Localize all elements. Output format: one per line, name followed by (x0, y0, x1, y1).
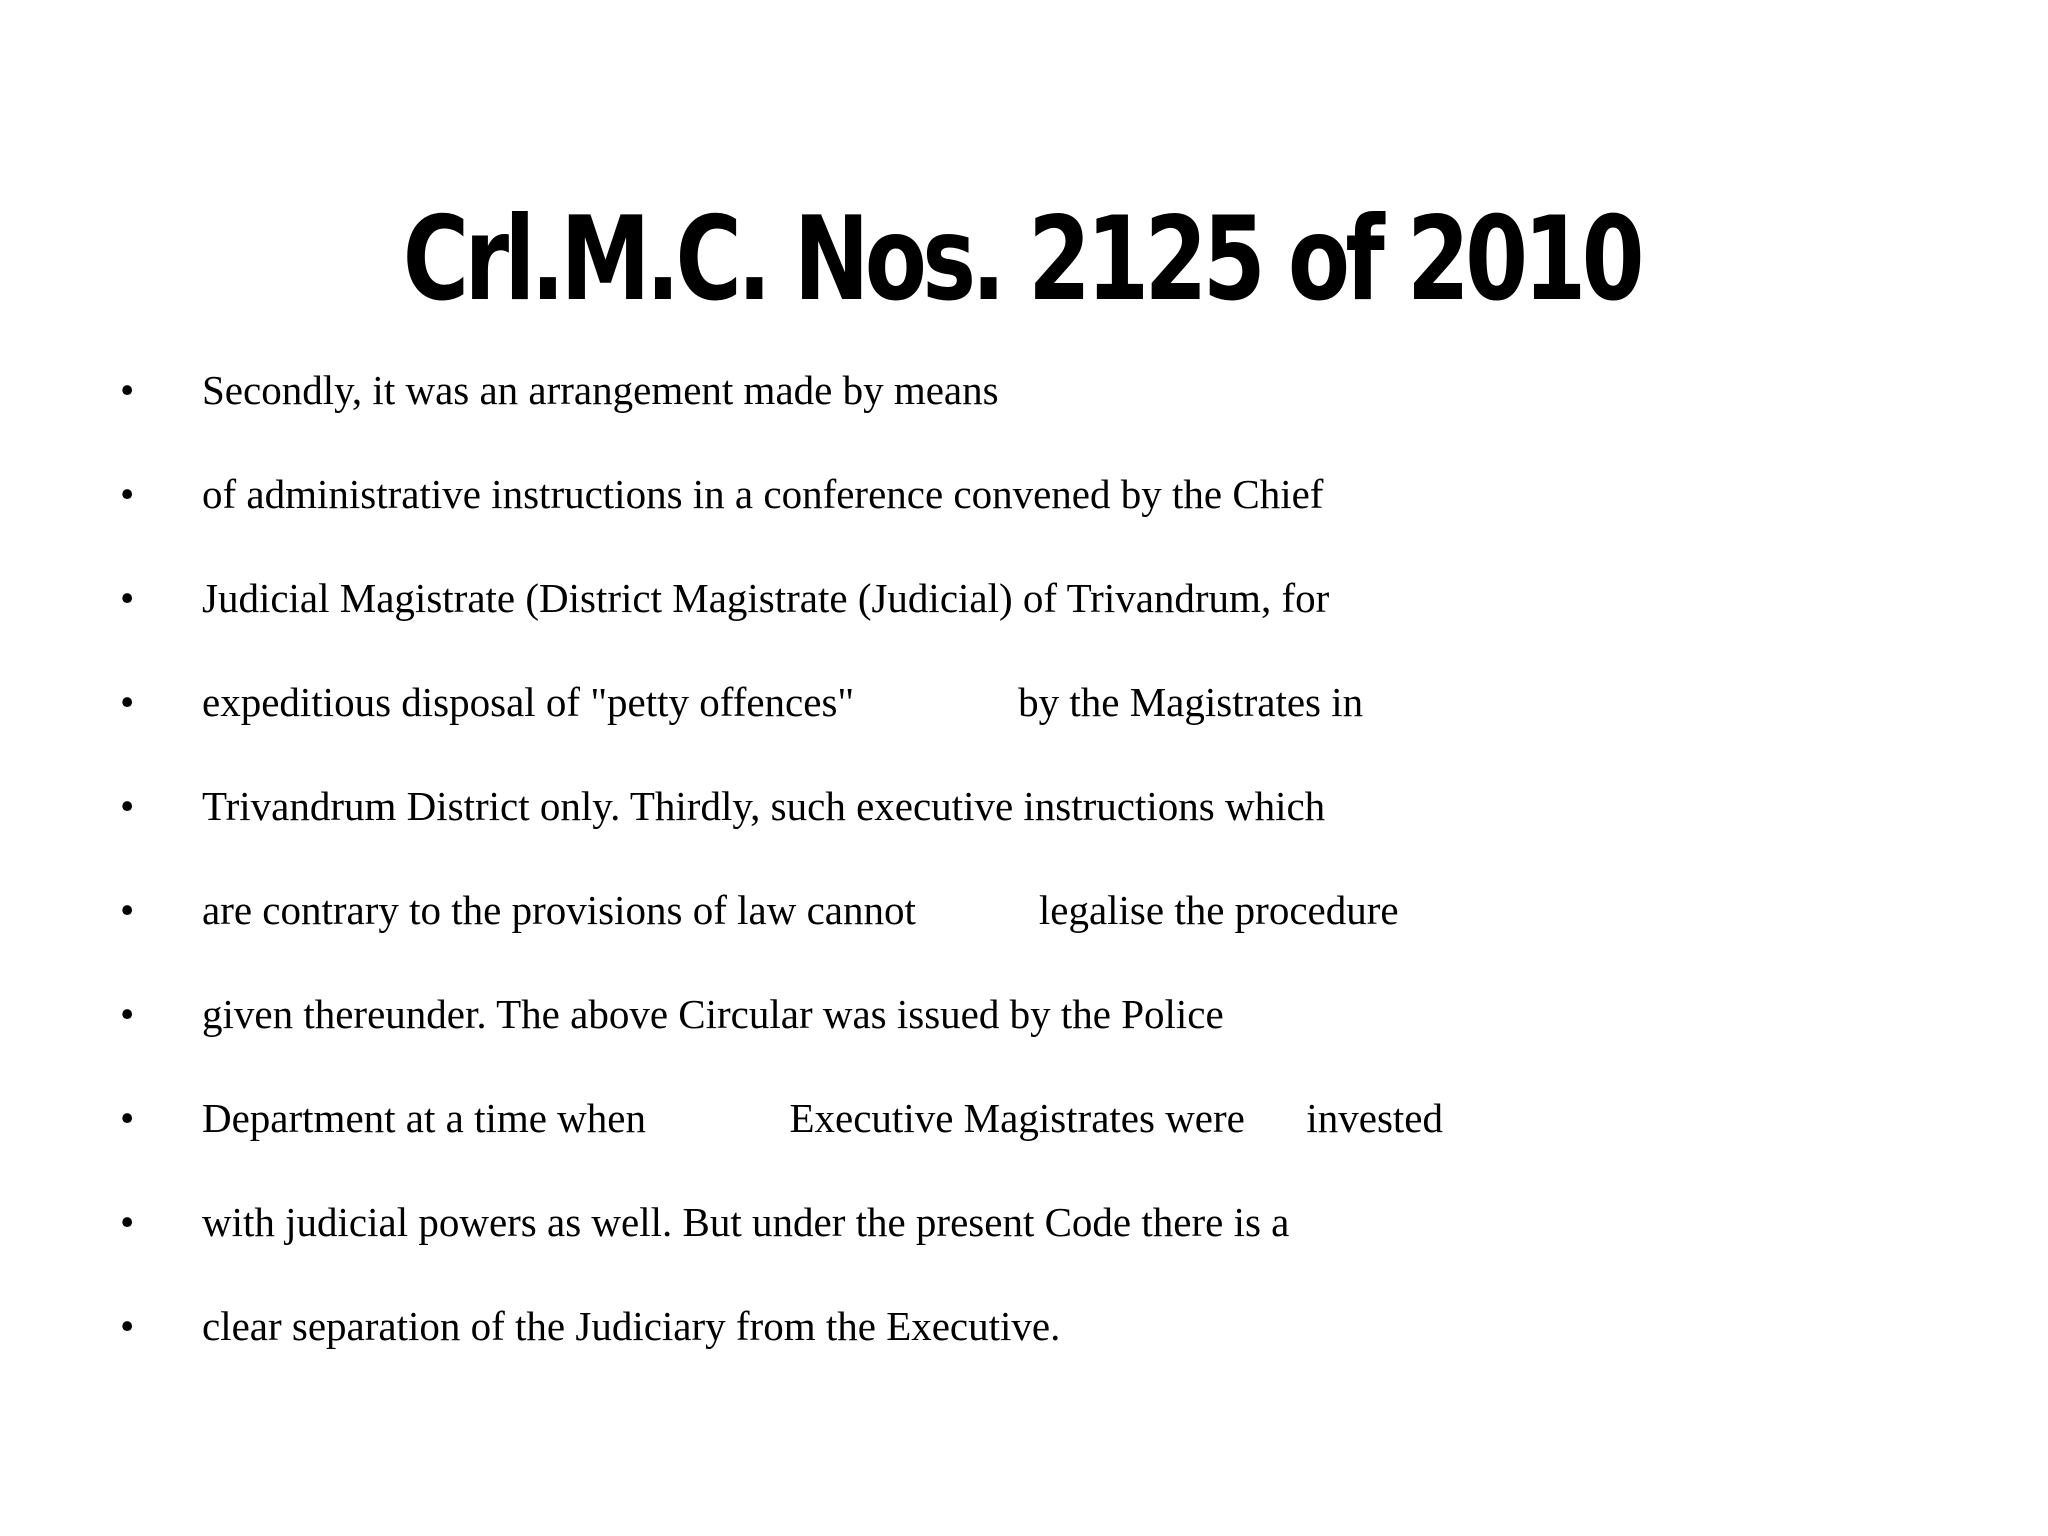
list-item (0, 464, 2048, 568)
list-item (0, 568, 2048, 672)
bullet-text: Department at a time when Executive Magistrates were invested (202, 1095, 1443, 1141)
bullet-icon: • (120, 679, 135, 725)
bullet-text: of administrative instructions in a conference convened by the Chief (202, 471, 1324, 517)
list-item (0, 984, 2048, 1088)
bullet-icon: • (120, 471, 135, 517)
list-item (0, 1192, 2048, 1296)
list-item (0, 672, 2048, 776)
bullet-icon: • (120, 1303, 135, 1349)
bullet-icon: • (120, 783, 135, 829)
bullet-text: are contrary to the provisions of law cannot legalise the procedure (202, 887, 1399, 933)
bullet-text: Secondly, it was an arrangement made by means (202, 367, 999, 413)
bullet-text: expeditious disposal of "petty offences" by the Magistrates in (202, 679, 1364, 725)
list-item (0, 776, 2048, 880)
list-item (0, 360, 2048, 464)
bullet-icon: • (120, 1199, 135, 1245)
bullet-icon: • (120, 991, 135, 1037)
list-item (0, 880, 2048, 984)
bullet-list (0, 360, 2048, 1400)
slide-title: Crl.M.C. Nos. 2125 of 2010 (402, 192, 1640, 327)
list-item (0, 1296, 2048, 1400)
bullet-text: with judicial powers as well. But under the present Code there is a (202, 1199, 1290, 1245)
list-item (0, 1088, 2048, 1192)
bullet-icon: • (120, 887, 135, 933)
bullet-text: given thereunder. The above Circular was issued by the Police (202, 991, 1224, 1037)
bullet-icon: • (120, 575, 135, 621)
bullet-text: clear separation of the Judiciary from the Executive. (202, 1303, 1061, 1349)
bullet-icon: • (120, 367, 135, 413)
bullet-text: Judicial Magistrate (District Magistrate (Judicial) of Trivandrum, for (202, 575, 1330, 621)
bullet-icon: • (120, 1095, 135, 1141)
bullet-text: Trivandrum District only. Thirdly, such executive instructions which (202, 783, 1326, 829)
